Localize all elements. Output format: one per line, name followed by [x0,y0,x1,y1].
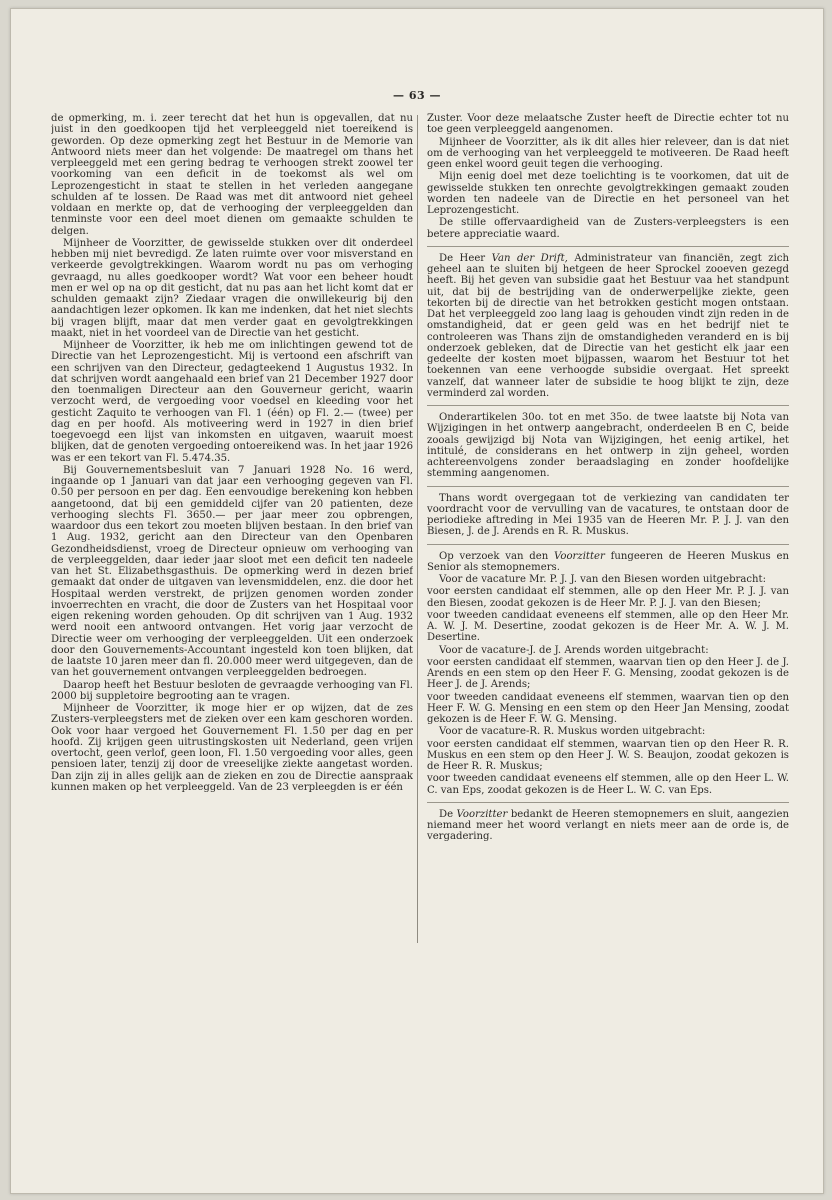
speaker-prefix: De [439,808,457,820]
left-column [51,113,413,1173]
speaker-text: bedankt de Heeren stemopnemers en sluit, aangezien niemand meer het woord verlangt en niets meer aan de orde is, de vergadering. [427,808,789,843]
document-page [10,8,824,1194]
speaker-name: Van der Drift, [491,252,568,264]
vote-line: voor tweeden candidaat eveneens elf stemmen, alle op den Heer L. W. C. van Eps, zoodat gekozen is de Heer L. W. C. van Eps. [427,773,789,796]
vote-line: voor tweeden candidaat eveneens elf stemmen, waarvan tien op den Heer F. W. G. Mensing en een stem op den Heer Jan Mensing, zoodat gekozen is de Heer F. W. G. Mensing. [427,691,789,725]
paragraph: Onderartikelen 30o. tot en met 35o. de twee laatste bij Nota van Wijzigingen in het ontwerp aangebracht, onderdeelen B en C, beide zooals gewijzigd bij Nota van Wijzigingen, het eenig artikel, het intitulé, de considerans en het ontwerp in zijn geheel, worden achtereenvolgens zonder beraadslaging en zonder hoofdelijke stemming aangenomen. [427,412,789,480]
paragraph: de opmerking, m. i. zeer terecht dat het hun is opgevallen, dat nu juist in den goedkoopen tijd het verpleeggeld niet toereikend is geworden. Op deze opmerking zegt het Bestuur in de Memorie van Antwoord niets meer dan het volgende: De maatregel om thans het verpleeggeld met een gering bedrag te verhoogen strekt zoowel ter voorkoming van een deficit in de toekomst als wel om Leprozengesticht in staat te stellen in het verleden aangegane schulden af te lossen. De Raad was met dit antwoord niet geheel voldaan en merkte op, dat de verhooging der verpleeggelden dan tenminste voor een deel moet dienen om gemaakte schulden te delgen. [51,113,413,237]
paragraph: Bij Gouvernementsbesluit van 7 Januari 1928 No. 16 werd, ingaande op 1 Januari van dat jaar een verhooging gegeven van Fl. 0.50 per persoon en per dag. Een eenvoudige berekening kon hebben aangetoond, dat bij een gemiddeld cijfer van 20 patienten, deze verhooging slechts Fl. 3650.— per jaar meer zou opbrengen, waardoor dus een tekort zou moeten blijven bestaan. In den brief van 1 Aug. 1932, gericht aan den Directeur van den Openbaren Gezondheidsdienst, vroeg de Directeur opnieuw om verhooging van de verpleeggelden, daar ieder jaar sloot met een deficit ten nadeele van het St. Elizabethsgasthuis. De opmerking werd in dezen brief gemaakt dat onder de uitgaven van levensmiddelen, enz. die door het Hospitaal werden verstrekt, de prijzen genomen worden zonder invoerrechten en vracht, die door de Zusters van het Hospitaal voor eigen rekening worden gehouden. Op dit schrijven van 1 Aug. 1932 werd nooit een antwoord ontvangen. Het vorig jaar verzocht de Directie weer om verhooging der verpleeggelden. Uit een onderzoek door den Gouvernements-Accountant ingesteld kon toen blijken, dat de laatste 10 jaren meer dan fl. 20.000 meer werd uitgegeven, dan de van het gouvernement ontvangen verpleeggelden bedroegen. [51,464,413,679]
speaker-prefix: Op verzoek van den [439,550,555,562]
speaker-text: fungeeren de Heeren Muskus en Senior als stemopnemers. [427,550,789,573]
paragraph: Zuster. Voor deze melaatsche Zuster heeft de Directie echter tot nu toe geen verpleeggeld aangenomen. [427,113,789,136]
paragraph: De stille offervaardigheid van de Zusters-verpleegsters is een betere appreciatie waard. [427,217,789,240]
paragraph: Mijn eenig doel met deze toelichting is te voorkomen, dat uit de gewisselde stukken ten onrechte gevolgtrekkingen gemaakt zouden worden ten nadeele van de Directie en het personeel van het Leprozengesticht. [427,171,789,216]
speaker-paragraph [427,253,789,399]
speaker-paragraph [427,551,789,574]
paragraph: Mijnheer de Voorzitter, als ik dit alles hier releveer, dan is dat niet om de verhooging van het verpleeggeld te motiveeren. De Raad heeft geen enkel woord geuit tegen die verhooging. [427,136,789,170]
vote-heading: Voor de vacature-R. R. Muskus worden uitgebracht: [439,726,706,738]
paragraph: Mijnheer de Voorzitter, ik heb me om inlichtingen gewend tot de Directie van het Leprozengesticht. Mij is vertoond een afschrift van een schrijven van den Directeur, gedagteekend 1 Augustus 1932. In dat schrijven wordt aangehaald een brief van 21 December 1927 door den toenmaligen Directeur aan den Gouverneur gericht, waarin verzocht werd, de vergoeding voor voedsel en kleeding voor het gesticht Zaquito te verhoogen van Fl. 1 (één) op Fl. 2.— (twee) per dag en per hoofd. Als motiveering werd in 1927 in dien brief toegevoegd een lijst van inkomsten en uitgaven, waaruit moest blijken, dat de genoten vergoeding ontoereikend was. In het jaar 1926 was er een tekort van Fl. 5.474.35. [51,340,413,464]
section-divider [427,802,789,803]
section-divider [427,486,789,487]
paragraph: Thans wordt overgegaan tot de verkiezing van candidaten ter voordracht voor de vervulling van de vacatures, te ontstaan door de periodieke aftreding in Mei 1935 van de Heeren Mr. P. J. J. van den Biesen, J. de J. Arends en R. R. Muskus. [427,492,789,538]
speaker-paragraph [427,809,789,843]
speaker-text: Administrateur van financiën, zegt zich geheel aan te sluiten bij hetgeen de heer Sprockel zooeven gezegd heeft. Bij het geven van subsidie gaat het Bestuur vaa het standpunt uit, dat bij de bestrijding van de onderwerpelijke ziekte, geen tekorten bij de directie van het betrokken gesticht mogen ontstaan. Dat het verpleeggeld zoo lang laag is gehouden vindt zijn reden in de omstandigheid, dat er geen geld was en het bedrijf niet te controleeren was Thans zijn de omstandigheden veranderd en is bij onderzoek gebleken, dat de Directie van het gesticht elk jaar een gedeelte der kosten moet bijpassen, waarom het Bestuur tot het toekennen van eene verhoogde subsidie overgaat. Het spreekt vanzelf, dat wanneer later de subsidie te hoog blijkt te zijn, deze verminderd zal worden. [427,252,789,399]
section-divider [427,405,789,406]
paragraph: Daarop heeft het Bestuur besloten de gevraagde verhooging van Fl. 2000 bij suppletoire begrooting aan te vragen. [51,679,413,702]
vote-heading: Voor de vacature Mr. P. J. J. van den Biesen worden uitgebracht: [439,574,767,585]
page-number: — 63 — [393,89,441,102]
vote-line: voor eersten candidaat elf stemmen, alle op den Heer Mr. P. J. J. van den Biesen, zoodat gekozen is de Heer Mr. P. J. J. van den Biesen; [427,586,789,609]
paragraph: Mijnheer de Voorzitter, de gewisselde stukken over dit onderdeel hebben mij niet bevredigd. Ze laten ruimte over voor misverstand en verkeerde gevolgtrekkingen. Waarom wordt nu pas om verhoging gevraagd, nu alles goedkooper wordt? Wat voor een beheer houdt men er wel op na op dit gesticht, dat nu pas aan het licht komt dat er schulden gemaakt zijn? Ziedaar vragen die onwillekeurig bij den aandachtigen lezer opkomen. Ik kan me indenken, dat het niet slechts bij vragen blijft, maar dat men verder gaat en gevolgtrekkingen maakt, niet in het voordeel van de Directie van het gesticht. [51,237,413,339]
column-divider [417,115,418,943]
section-divider [427,544,789,545]
section-divider [427,246,789,247]
vote-line: voor tweeden candidaat eveneens elf stemmen, alle op den Heer Mr. A. W. J. M. Desertine, zoodat gekozen is de Heer Mr. A. W. J. M. Desertine. [427,609,789,644]
speaker-prefix: De Heer [439,252,492,264]
paragraph: Mijnheer de Voorzitter, ik moge hier er op wijzen, dat de zes Zusters-verpleegsters met de zieken over een kam geschoren worden. Ook voor haar vergoed het Gouvernement Fl. 1.50 per dag en per hoofd. Zij krijgen geen uitrustingskosten uit Nederland, geen vrijen overtocht, geen verlof, geen loon, Fl. 1.50 vergoeding voor alles, geen pensioen later, tenzij zij door de vreeselijke ziekte aangetast worden. Dan zijn zij in alles gelijk aan de zieken en zou de Directie aanspraak kunnen maken op het verpleeggeld. Van de 23 verpleegden is er één [51,703,413,793]
speaker-name: Voorzitter [456,808,508,820]
vote-line: voor eersten candidaat elf stemmen, waarvan tien op den Heer J. de J. Arends en een stem op den Heer F. G. Mensing, zoodat gekozen is de Heer J. de J. Arends; [427,656,789,691]
right-column [427,113,789,1153]
vote-line: voor eersten candidaat elf stemmen, waarvan tien op den Heer R. R. Muskus en een stem op den Heer J. W. S. Beaujon, zoodat gekozen is de Heer R. R. Muskus; [427,738,789,772]
vote-heading: Voor de vacature-J. de J. Arends worden uitgebracht: [439,644,709,656]
speaker-name: Voorzitter [554,550,605,562]
